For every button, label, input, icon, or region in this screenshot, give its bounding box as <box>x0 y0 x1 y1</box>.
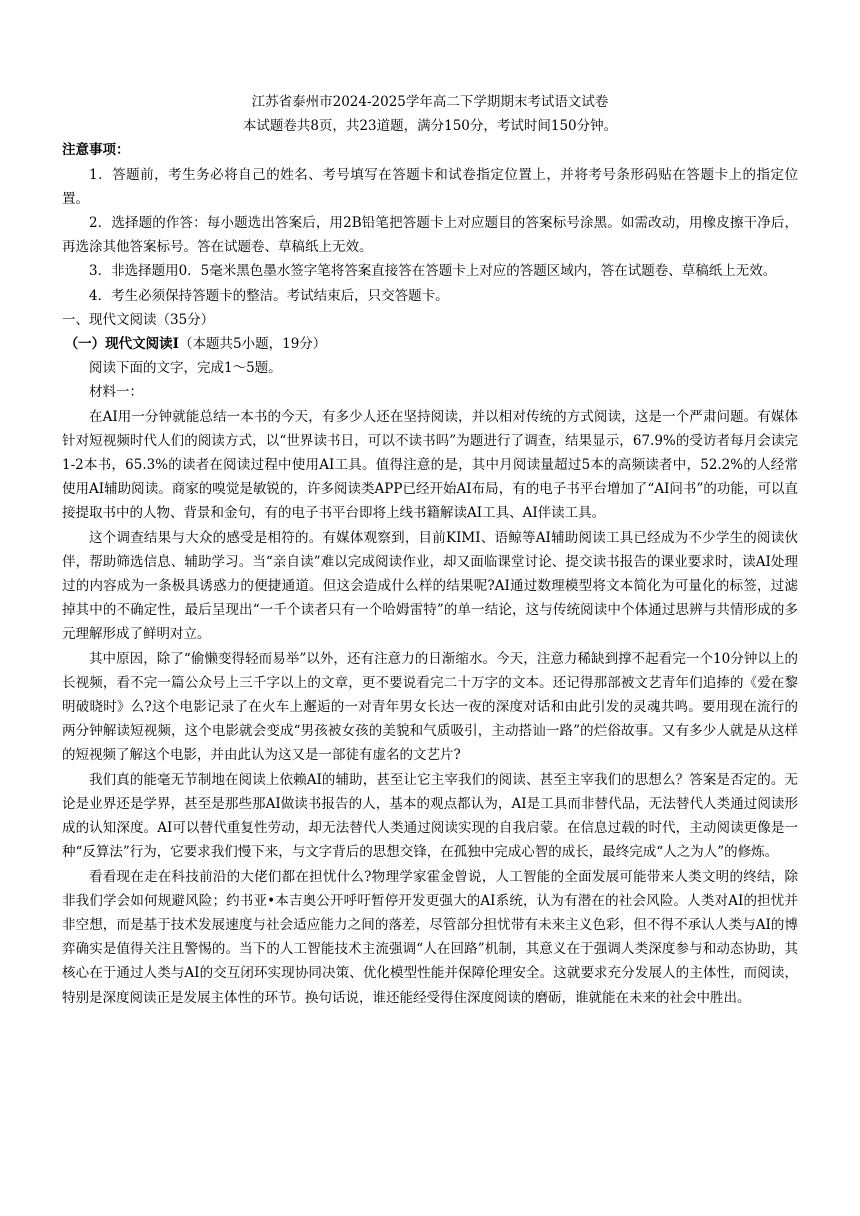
notice-item: 3．非选择题用0．5毫米黑色墨水签字笔将答案直接答在答题卡上对应的答题区域内，答在试题卷、草稿纸上无效。 <box>89 263 777 280</box>
reading-instruction: 阅读下面的文字，完成1～5题。 <box>89 360 282 377</box>
passage-paragraph: 看看现在走在科技前沿的大佬们都在担忧什么?物理学家霍金曾说，人工智能的全面发展可能带来人类文明的终结，除非我们学会如何规避风险；约书亚•本吉奥公开呼吁暂停开发更强大的AI系统，认为有潜在的社会风险。人类对AI的担忧并非空想，而是基于技术发展速度与社会适应能力之间的落差，尽管部分担忧带有未来主义色彩，但不得不承认人类与AI的博弈确实是值得关注且警惕的。当下的人工智能技术主流强调“人在回路”机制，其意义在于强调人类深度参与和动态协助，其核心在于通过人类与AI的交互闭环实现协同决策、优化模型性能并保障伦理安全。这就要求充分发展人的主体性，而阅读，特别是深度阅读正是发展主体性的环节。换句话说，谁还能经受得住深度阅读的磨砺，谁就能在未来的社会中胜出。 <box>62 868 798 1006</box>
notice-heading: 注意事项： <box>62 142 130 159</box>
part-heading-bold: （一）现代文阅读Ⅰ <box>64 336 180 353</box>
notice-item: 1．答题前，考生务必将自己的姓名、考号填写在答题卡和试卷指定位置上，并将考号条形码贴在答题卡上的指定位置。 <box>62 166 798 207</box>
notice-item: 2．选择题的作答：每小题选出答案后，用2B铅笔把答题卡上对应题目的答案标号涂黑。如需改动，用橡皮擦干净后，再选涂其他答案标号。答在试题卷、草稿纸上无效。 <box>62 215 798 256</box>
passage-paragraph: 这个调查结果与大众的感受是相符的。有媒体观察到，目前KIMI、语鲸等AI辅助阅读工具已经成为不少学生的阅读伙伴，帮助筛选信息、辅助学习。当“亲自读”难以完成阅读作业，却又面临课堂讨论、提交读书报告的课业要求时，读AI处理过的内容成为一条极具诱惑力的便捷通道。但这会造成什么样的结果呢?AI通过数理模型将文本简化为可量化的标签，过滤掉其中的不确定性，最后呈现出“一千个读者只有一个哈姆雷特”的单一结论，这与传统阅读中个体通过思辨与共情形成的多元理解形成了鲜明对立。 <box>62 529 798 643</box>
exam-title: 江苏省泰州市2024-2025学年高二下学期期末考试语文试卷 <box>251 94 609 110</box>
section-heading: 一、现代文阅读（35分） <box>62 311 215 328</box>
part-heading <box>62 332 798 356</box>
notice-item: 4．考生必须保持答题卡的整洁。考试结束后，只交答题卡。 <box>89 287 449 304</box>
passage-paragraph: 在AI用一分钟就能总结一本书的今天，有多少人还在坚持阅读，并以相对传统的方式阅读，这是一个严肃问题。有媒体针对短视频时代人们的阅读方式，以“世界读书日，可以不读书吗”为题进行了调查，结果显示，67.9%的受访者每月会读完1-2本书，65.3%的读者在阅读过程中使用AI工具。值得注意的是，其中月阅读量超过5本的高频读者中，52.2%的人经常使用AI辅助阅读。商家的嗅觉是敏锐的，许多阅读类APP已经开始AI布局，有的电子书平台增加了“AI问书”的功能，可以直接提取书中的人物、背景和金句，有的电子书平台即将上线书籍解读AI工具、AI伴读工具。 <box>62 408 798 522</box>
passage-paragraph: 我们真的能毫无节制地在阅读上依赖AI的辅助，甚至让它主宰我们的阅读、甚至主宰我们的思想么？答案是否定的。无论是业界还是学界，甚至是那些那AI做读书报告的人，基本的观点都认为，AI是工具而非替代品，无法替代人类通过阅读形成的认知深度。AI可以替代重复性劳动，却无法替代人类通过阅读实现的自我启蒙。在信息过载的时代，主动阅读更像是一种“反算法”行为，它要求我们慢下来，与文字背后的思想交锋，在孤独中完成心智的成长，最终完成“人之为人”的修炼。 <box>62 771 798 861</box>
exam-page <box>62 90 798 1010</box>
exam-subtitle: 本试题卷共8页，共23道题，满分150分，考试时间150分钟。 <box>242 118 618 135</box>
material-label: 材料一： <box>89 384 143 401</box>
part-heading-detail: （本题共5小题，19分） <box>179 336 327 353</box>
passage-paragraph: 其中原因，除了“偷懒变得轻而易举”以外，还有注意力的日渐缩水。今天，注意力稀缺到撑不起看完一个10分钟以上的长视频，看不完一篇公众号上三千字以上的文章，更不要说看完二十万字的文本。还记得那部被文艺青年们追捧的《爱在黎明破晓时》么?这个电影记录了在火车上邂逅的一对青年男女长达一夜的深度对话和由此引发的灵魂共鸣。要用现在流行的两分钟解读短视频，这个电影就会变成“男孩被女孩的美貌和气质吸引，主动搭讪一路”的烂俗故事。又有多少人就是从这样的短视频了解这个电影，并由此认为这又是一部徒有虚名的文艺片? <box>62 650 798 764</box>
